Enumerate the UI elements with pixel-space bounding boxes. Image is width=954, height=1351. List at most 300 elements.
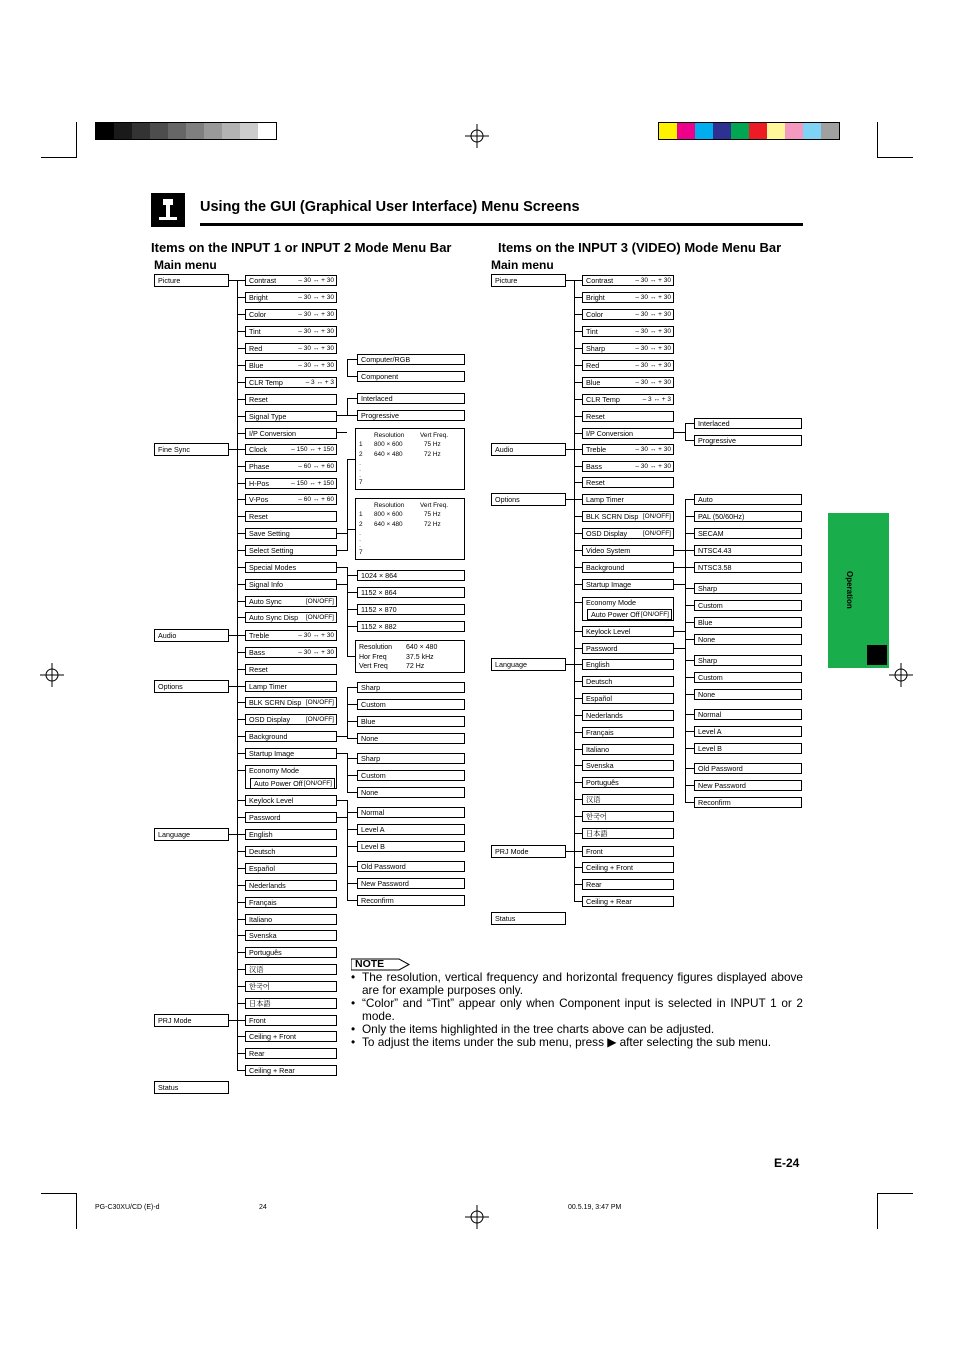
item-range: – 60 ↔ + 60 <box>298 463 334 470</box>
tree-connector <box>574 816 582 817</box>
submenu-item: PAL (50/60Hz) <box>694 511 802 522</box>
submenu-item: Old Password <box>694 763 802 774</box>
submenu-item: Computer/RGB <box>357 354 465 365</box>
item-label: I/P Conversion <box>249 429 297 438</box>
tree-connector <box>347 775 357 776</box>
language-item: Deutsch <box>245 846 337 857</box>
item-label: Password <box>249 813 281 822</box>
tree-connector <box>574 681 582 682</box>
table-cell: 2 <box>359 521 363 528</box>
submenu-item <box>245 731 337 742</box>
language-item: 汉语 <box>582 794 674 805</box>
tree-connector <box>237 902 245 903</box>
submenu-item <box>582 377 674 388</box>
grayscale-color-bar <box>95 122 277 140</box>
submenu-item <box>582 494 674 505</box>
item-range: – 30 ↔ + 30 <box>298 345 334 352</box>
submenu-item: Reconfirm <box>357 895 465 906</box>
submenu-item: SECAM <box>694 528 802 539</box>
table-cell: · <box>359 467 362 474</box>
table-cell: 72 Hz <box>424 521 441 528</box>
submenu-item: None <box>694 689 802 700</box>
item-label: Bass <box>586 462 602 471</box>
tree-connector <box>347 359 357 360</box>
main-menu-item: Language <box>154 828 229 841</box>
tree-connector <box>674 550 685 551</box>
tree-connector <box>574 382 582 383</box>
tree-connector <box>685 785 694 786</box>
submenu-item: Blue <box>357 716 465 727</box>
tree-connector <box>574 499 575 649</box>
item-label: V-Pos <box>249 495 269 504</box>
color-swatch <box>96 123 114 139</box>
footer-timestamp: 00.5.19, 3:47 PM <box>568 1204 622 1211</box>
tree-connector <box>685 648 686 803</box>
table-cell: · <box>359 543 362 550</box>
info-value: 72 Hz <box>406 663 425 670</box>
item-label: Phase <box>249 462 270 471</box>
table-header: Vert Freq. <box>420 432 449 439</box>
tree-connector <box>574 516 582 517</box>
item-label: Sharp <box>586 344 606 353</box>
tree-connector <box>229 1020 237 1021</box>
submenu-item <box>582 326 674 337</box>
table-cell: 2 <box>359 451 363 458</box>
tree-connector <box>337 736 347 737</box>
language-item: 한국어 <box>245 981 337 992</box>
language-item: Nederlands <box>582 710 674 721</box>
item-range: – 30 ↔ + 30 <box>635 362 671 369</box>
tree-connector <box>347 866 357 867</box>
tree-connector <box>574 584 582 585</box>
left-main-menu-label: Main menu <box>154 258 217 272</box>
item-label: CLR Temp <box>586 395 620 404</box>
item-label: I/P Conversion <box>586 429 634 438</box>
item-range: [ON/OFF] <box>640 611 669 618</box>
main-menu-item: Audio <box>154 629 229 642</box>
tree-connector <box>574 664 582 665</box>
submenu-item <box>245 411 337 422</box>
main-menu-item: Picture <box>154 274 229 287</box>
submenu-item <box>245 326 337 337</box>
main-menu-item: Status <box>154 1081 229 1094</box>
tree-connector <box>574 433 582 434</box>
tree-connector <box>574 280 575 434</box>
item-label: Contrast <box>249 276 277 285</box>
tree-connector <box>237 868 245 869</box>
projection-mode-item: Rear <box>245 1048 337 1059</box>
tree-connector <box>229 834 237 835</box>
submenu-item: Old Password <box>357 861 465 872</box>
submenu-item <box>582 309 674 320</box>
item-label: Color <box>586 310 604 319</box>
tree-connector <box>237 652 245 653</box>
item-range: – 150 ↔ + 150 <box>291 446 334 453</box>
tree-connector <box>347 829 357 830</box>
tree-connector <box>574 833 582 834</box>
item-label: Keylock Level <box>249 796 294 805</box>
projection-mode-item: Front <box>582 846 674 857</box>
tree-connector <box>574 884 582 885</box>
tree-connector <box>574 749 582 750</box>
tree-connector <box>337 753 347 754</box>
tree-connector <box>237 885 245 886</box>
note-item: • The resolution, vertical frequency and horizontal frequency figures displayed above are for example purposes only. <box>351 970 803 997</box>
page-number: E-24 <box>774 1156 800 1170</box>
tree-connector <box>574 698 582 699</box>
tree-connector <box>574 399 582 400</box>
item-range: [ON/OFF] <box>303 780 332 787</box>
table-cell: · <box>359 473 362 480</box>
table-cell: 72 Hz <box>424 451 441 458</box>
tree-connector <box>347 376 357 377</box>
color-swatch <box>803 123 821 139</box>
tree-connector <box>674 567 685 568</box>
submenu-item <box>245 478 337 489</box>
submenu-item: None <box>357 733 465 744</box>
main-menu-item: Language <box>491 658 566 671</box>
tree-connector <box>237 686 238 818</box>
registration-mark-icon <box>889 663 913 687</box>
tree-connector <box>566 499 574 500</box>
language-item: English <box>582 659 674 670</box>
language-item: Português <box>245 947 337 958</box>
info-label: Hor Freq <box>359 653 387 661</box>
tree-connector <box>685 550 694 551</box>
submenu-item <box>245 428 337 439</box>
tree-connector <box>566 851 574 852</box>
tree-connector <box>566 280 574 281</box>
tree-connector <box>347 846 357 847</box>
item-label: Auto Power Off <box>591 610 640 619</box>
tree-connector <box>347 529 348 551</box>
table-cell: 75 Hz <box>424 441 441 448</box>
item-label: Reset <box>586 478 605 487</box>
tree-connector <box>574 567 582 568</box>
tree-connector <box>337 800 347 801</box>
tree-connector <box>237 834 245 835</box>
color-swatch <box>150 123 168 139</box>
tree-connector <box>574 280 582 281</box>
item-label: Background <box>586 563 625 572</box>
tree-connector <box>237 550 245 551</box>
tree-connector <box>347 900 357 901</box>
tree-connector <box>574 799 582 800</box>
color-swatch <box>821 123 839 139</box>
registration-mark-icon <box>465 124 489 148</box>
tree-connector <box>685 731 694 732</box>
footer-doc-id: PG-C30XU/CD (E)-d <box>95 1204 160 1211</box>
submenu-item <box>245 360 337 371</box>
tree-connector <box>685 588 694 589</box>
submenu-item: Sharp <box>357 753 465 764</box>
color-swatch <box>114 123 132 139</box>
submenu-item <box>245 812 337 823</box>
tree-connector <box>237 280 245 281</box>
language-item: Italiano <box>582 744 674 755</box>
tree-connector <box>574 533 582 534</box>
submenu-item <box>245 612 337 623</box>
item-label: Lamp Timer <box>249 682 287 691</box>
submenu-item <box>582 461 674 472</box>
item-range: – 30 ↔ + 30 <box>298 328 334 335</box>
submenu-item <box>587 609 672 620</box>
color-swatch <box>204 123 222 139</box>
submenu-item: Level A <box>357 824 465 835</box>
item-label: Clock <box>249 445 267 454</box>
item-label: Lamp Timer <box>586 495 624 504</box>
tree-connector <box>574 782 582 783</box>
tree-connector <box>574 482 582 483</box>
tree-connector <box>237 516 245 517</box>
item-label: Economy Mode <box>586 598 636 607</box>
tree-connector <box>347 792 357 793</box>
projection-mode-item: Ceiling + Rear <box>582 896 674 907</box>
language-item: Português <box>582 777 674 788</box>
language-item: Español <box>245 863 337 874</box>
tree-connector <box>337 533 347 534</box>
item-label: BLK SCRN Disp <box>249 698 302 707</box>
submenu-item <box>582 428 674 439</box>
submenu-item: New Password <box>357 878 465 889</box>
submenu-item: Interlaced <box>357 393 465 404</box>
tree-connector <box>347 459 348 534</box>
tree-connector <box>237 297 245 298</box>
tree-connector <box>237 1036 245 1037</box>
item-label: Keylock Level <box>586 627 631 636</box>
tree-connector <box>237 584 245 585</box>
item-range: – 30 ↔ + 30 <box>635 463 671 470</box>
item-label: Treble <box>249 631 270 640</box>
item-label: Red <box>249 344 263 353</box>
table-cell: · <box>359 461 362 468</box>
tree-connector <box>685 533 694 534</box>
table-header: Vert Freq. <box>420 502 449 509</box>
tree-connector <box>337 584 347 585</box>
tree-connector <box>574 348 582 349</box>
submenu-item <box>245 795 337 806</box>
language-item: 한국어 <box>582 811 674 822</box>
footer-page: 24 <box>259 1204 267 1211</box>
table-header: Resolution <box>374 432 405 439</box>
tree-connector <box>685 802 694 803</box>
item-label: Reset <box>249 395 268 404</box>
tree-connector <box>574 365 582 366</box>
language-item: Français <box>245 897 337 908</box>
tree-connector <box>237 1003 245 1004</box>
tree-connector <box>685 567 694 568</box>
tree-connector <box>237 1020 245 1021</box>
tree-connector <box>237 952 245 953</box>
main-menu-item: Options <box>154 680 229 693</box>
registration-mark-icon <box>465 1205 489 1229</box>
tree-connector <box>685 768 694 769</box>
tree-connector <box>347 687 357 688</box>
item-range: – 30 ↔ + 30 <box>298 649 334 656</box>
tree-connector <box>237 499 245 500</box>
table-cell: 1 <box>359 441 363 448</box>
tree-connector <box>574 867 582 868</box>
note-label: NOTE <box>355 958 385 970</box>
tree-connector <box>674 631 685 632</box>
item-label: Startup Image <box>586 580 632 589</box>
main-menu-item: PRJ Mode <box>491 845 566 858</box>
tree-connector <box>237 416 245 417</box>
tree-connector <box>347 592 357 593</box>
item-label: OSD Display <box>586 529 628 538</box>
tree-connector <box>347 817 348 901</box>
tree-connector <box>574 631 582 632</box>
tree-connector <box>237 449 245 450</box>
tree-connector <box>347 738 357 739</box>
tree-connector <box>237 736 245 737</box>
tree-connector <box>347 758 357 759</box>
tree-connector <box>685 694 694 695</box>
item-label: Treble <box>586 445 607 454</box>
item-label: Reset <box>249 665 268 674</box>
main-menu-item: Picture <box>491 274 566 287</box>
tree-connector <box>674 648 685 649</box>
submenu-item: 1152 × 870 <box>357 604 465 615</box>
color-swatch <box>677 123 695 139</box>
item-range: [ON/OFF] <box>305 598 334 605</box>
language-item: Nederlands <box>245 880 337 891</box>
item-label: Reset <box>249 512 268 521</box>
info-label: Resolution <box>359 644 393 651</box>
submenu-item <box>245 528 337 539</box>
submenu-item <box>582 444 674 455</box>
color-swatch <box>659 123 677 139</box>
submenu-item: New Password <box>694 780 802 791</box>
tree-connector <box>574 715 582 716</box>
info-value: 37.5 kHz <box>406 653 434 661</box>
submenu-item <box>245 630 337 641</box>
submenu-item: Progressive <box>357 410 465 421</box>
tree-connector <box>237 1053 245 1054</box>
tree-connector <box>685 714 694 715</box>
tree-connector <box>237 969 245 970</box>
submenu-item: Blue <box>694 617 802 628</box>
tree-connector <box>685 516 694 517</box>
language-item: 日本語 <box>245 998 337 1009</box>
right-main-menu-label: Main menu <box>491 258 554 272</box>
language-item: Svenska <box>582 760 674 771</box>
table-cell: · <box>359 537 362 544</box>
color-swatch <box>767 123 785 139</box>
submenu-item <box>582 562 674 573</box>
tree-connector <box>347 398 348 416</box>
tree-connector <box>237 348 245 349</box>
color-swatch <box>713 123 731 139</box>
tree-connector <box>566 449 574 450</box>
color-swatch <box>186 123 204 139</box>
preset-table <box>355 498 465 560</box>
color-swatch <box>785 123 803 139</box>
tree-connector <box>237 669 245 670</box>
left-section-heading: Items on the INPUT 1 or INPUT 2 Mode Menu Bar <box>151 240 452 255</box>
submenu-item <box>245 681 337 692</box>
tree-connector <box>685 748 694 749</box>
language-item: English <box>245 829 337 840</box>
side-tab <box>828 513 889 668</box>
tree-connector <box>574 648 582 649</box>
submenu-item: Interlaced <box>694 418 802 429</box>
item-range: – 150 ↔ + 150 <box>291 480 334 487</box>
item-label: Economy Mode <box>249 766 299 775</box>
tree-connector <box>347 415 357 416</box>
tree-connector <box>237 365 245 366</box>
tree-connector <box>347 398 357 399</box>
tree-connector <box>574 602 582 603</box>
projection-mode-item: Ceiling + Rear <box>245 1065 337 1076</box>
tree-connector <box>347 753 348 793</box>
item-label: Video System <box>586 546 631 555</box>
main-menu-item: Status <box>491 912 566 925</box>
table-cell: 1 <box>359 511 363 518</box>
projection-mode-item: Front <box>245 1015 337 1026</box>
item-label: Special Modes <box>249 563 297 572</box>
submenu-item <box>582 343 674 354</box>
signal-info-panel <box>355 640 465 673</box>
submenu-item: Custom <box>694 672 802 683</box>
color-swatch <box>258 123 276 139</box>
item-label: Red <box>586 361 600 370</box>
submenu-item: Sharp <box>694 583 802 594</box>
submenu-item <box>582 511 674 522</box>
tree-connector <box>574 550 582 551</box>
tree-connector <box>337 567 347 568</box>
submenu-item <box>245 494 337 505</box>
tree-connector <box>574 331 582 332</box>
tree-connector <box>347 359 348 377</box>
tree-connector <box>229 449 237 450</box>
tree-connector <box>685 660 694 661</box>
tree-connector <box>574 297 582 298</box>
item-range: – 3 ↔ + 3 <box>305 379 334 386</box>
tree-connector <box>237 719 245 720</box>
tree-connector <box>685 622 694 623</box>
tree-connector <box>229 686 237 687</box>
tree-connector <box>237 601 245 602</box>
main-menu-item: Fine Sync <box>154 443 229 456</box>
tree-connector <box>337 432 347 433</box>
item-label: Tint <box>249 327 261 336</box>
tree-connector <box>237 770 245 771</box>
submenu-item <box>582 477 674 488</box>
tree-connector <box>237 686 245 687</box>
tree-connector <box>237 986 245 987</box>
submenu-item: 1152 × 882 <box>357 621 465 632</box>
item-label: Select Setting <box>249 546 294 555</box>
submenu-item: Reconfirm <box>694 797 802 808</box>
main-menu-item: Audio <box>491 443 566 456</box>
submenu-item <box>245 596 337 607</box>
tree-connector <box>237 851 245 852</box>
submenu-item <box>582 643 674 654</box>
submenu-item <box>245 748 337 759</box>
submenu-item: NTSC4.43 <box>694 545 802 556</box>
item-range: – 30 ↔ + 30 <box>635 379 671 386</box>
submenu-item: 1152 × 864 <box>357 587 465 598</box>
item-range: – 60 ↔ + 60 <box>298 496 334 503</box>
tree-connector <box>337 817 347 818</box>
tree-connector <box>237 753 245 754</box>
color-swatch <box>222 123 240 139</box>
table-cell: 800 × 600 <box>374 441 403 448</box>
item-range: – 30 ↔ + 30 <box>298 311 334 318</box>
submenu-item <box>582 360 674 371</box>
projection-mode-item: Ceiling + Front <box>582 862 674 873</box>
